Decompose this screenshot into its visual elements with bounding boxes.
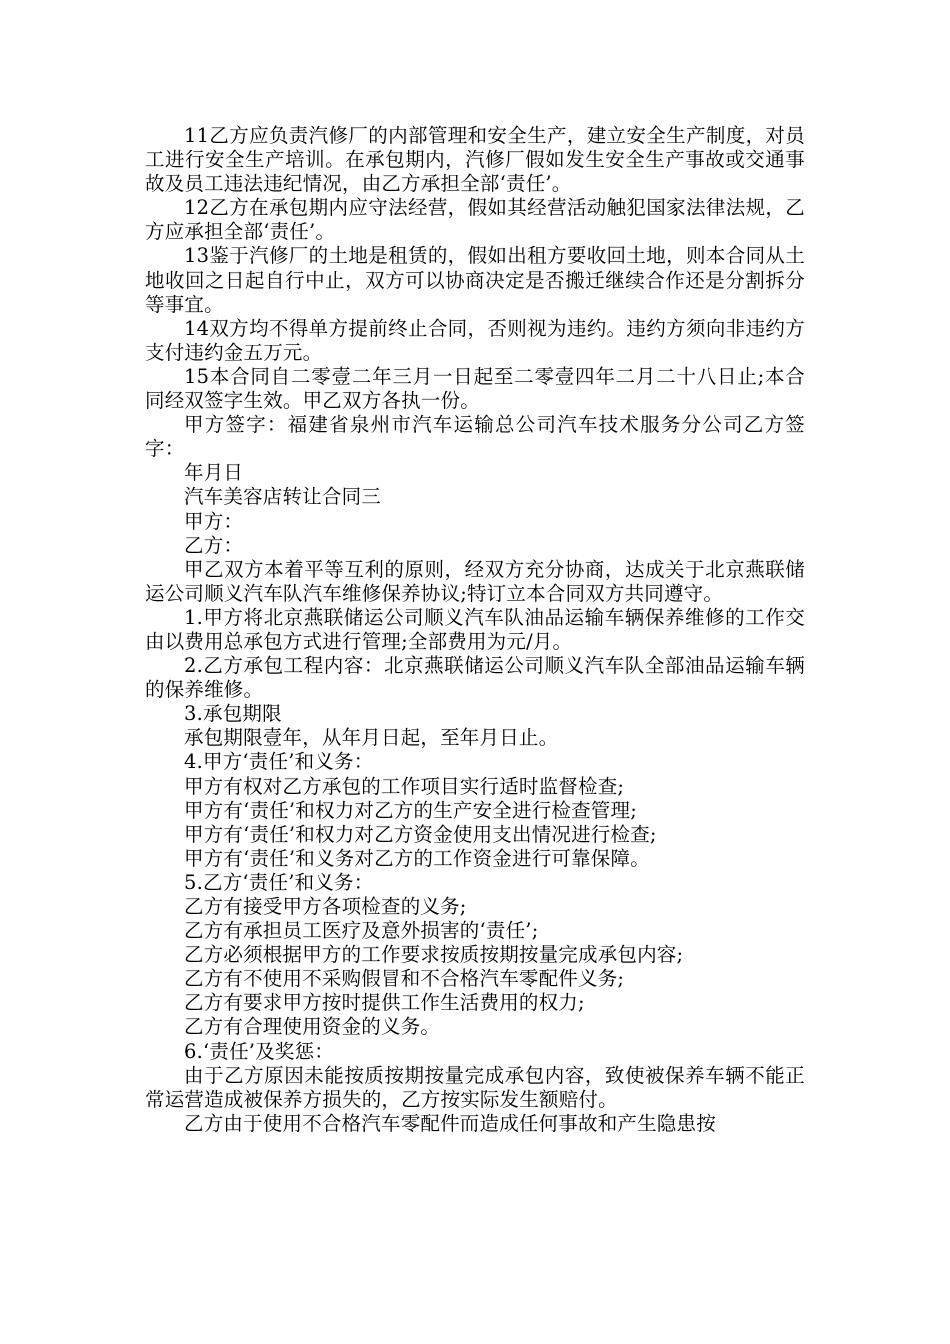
signature-line: 甲方签字：福建省泉州市汽车运输总公司汽车技术服务分公司乙方签字： [145,413,805,461]
item-2-paragraph: 2.乙方承包工程内容：北京燕联储运公司顺义汽车队全部油品运输车辆的保养维修。 [145,654,805,702]
party-b-duty-line: 乙方有要求甲方按时提供工作生活费用的权力; [184,991,585,1015]
party-b-duty-line: 乙方有承担员工医疗及意外损害的‘责任’; [184,919,539,943]
item-1-paragraph: 1.甲方将北京燕联储运公司顺义汽车队油品运输车辆保养维修的工作交由以费用总承包方式进行管理;全部费用为元/月。 [145,605,805,653]
party-a-duty-line: 甲方有‘责任’和义务对乙方的工作资金进行可靠保障。 [184,846,650,870]
document-body [145,124,805,1136]
party-a-duty-line: 甲方有权对乙方承包的工作项目实行适时监督检查; [184,774,625,798]
clause-12-paragraph: 12乙方在承包期内应守法经营，假如其经营活动触犯国家法律法规，乙方应承担全部‘责任’。 [145,196,805,244]
party-a-duty-line: 甲方有‘责任’和权力对乙方的生产安全进行检查管理; [184,798,637,822]
date-line: 年月日 [184,461,244,485]
penalty-paragraph: 由于乙方原因未能按质按期按量完成承包内容，致使被保养车辆不能正常运营造成被保养方损失的，乙方按实际发生额赔付。 [145,1063,805,1111]
preamble-paragraph: 甲乙双方本着平等互利的原则，经双方充分协商，达成关于北京燕联储运公司顺义汽车队汽车维修保养协议;特订立本合同双方共同遵守。 [145,557,805,605]
clause-14-paragraph: 14双方均不得单方提前终止合同，否则视为违约。违约方须向非违约方支付违约金五万元。 [145,316,805,364]
party-b-duty-line: 乙方有接受甲方各项检查的义务; [184,895,467,918]
party-b-duty-line: 乙方有合理使用资金的义务。 [184,1015,441,1039]
clause-13-paragraph: 13鉴于汽修厂的土地是租赁的，假如出租方要收回土地，则本合同从土地收回之日起自行中止，双方可以协商决定是否搬迁继续合作还是分割拆分等事宜。 [145,244,805,316]
item-6-heading: 6.‘责任’及奖惩： [184,1039,335,1063]
clause-15-paragraph: 15本合同自二零壹二年三月一日起至二零壹四年二月二十八日止;本合同经双签字生效。甲乙双方各执一份。 [145,364,805,413]
item-4-heading: 4.甲方‘责任’和义务： [184,750,374,774]
clause-11-paragraph: 11乙方应负责汽修厂的内部管理和安全生产，建立安全生产制度，对员工进行安全生产培训。在承包期内，汽修厂假如发生安全生产事故或交通事故及员工违法违纪情况，由乙方承担全部‘责任’。 [145,124,805,196]
item-5-heading: 5.乙方‘责任’和义务： [184,870,374,894]
party-b-line: 乙方： [184,533,244,557]
contract-title: 汽车美容店转让合同三 [184,485,382,509]
term-paragraph: 承包期限壹年，从年月日起，至年月日止。 [184,726,559,750]
penalty-paragraph: 乙方由于使用不合格汽车零配件而造成任何事故和产生隐患按 [184,1111,716,1135]
party-a-duty-line: 甲方有‘责任’和权力对乙方资金使用支出情况进行检查; [184,822,657,846]
item-3-heading: 3.承包期限 [184,702,282,726]
party-a-line: 甲方： [184,509,244,533]
party-b-duty-line: 乙方必须根据甲方的工作要求按质按期按量完成承包内容; [184,943,684,967]
party-b-duty-line: 乙方有不使用不采购假冒和不合格汽车零配件义务; [184,967,625,991]
